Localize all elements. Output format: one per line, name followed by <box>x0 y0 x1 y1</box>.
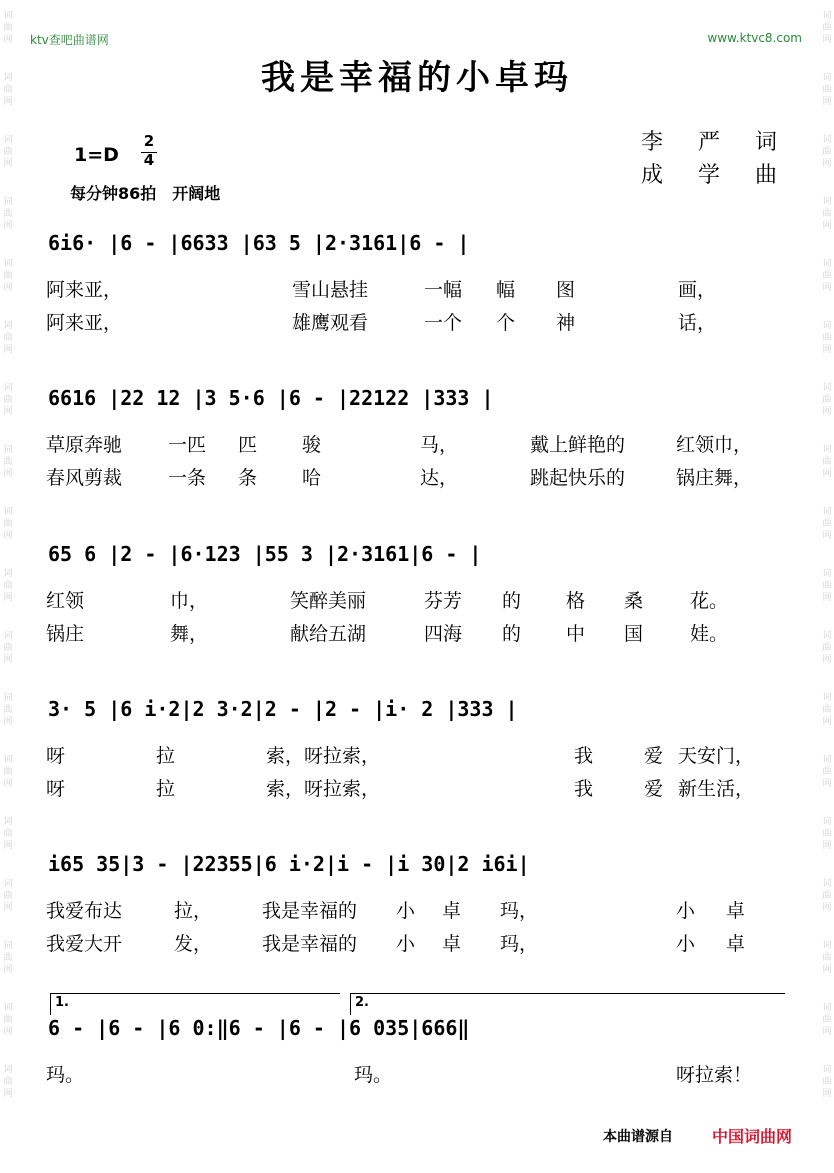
volta-2-number: 2. <box>355 995 369 1010</box>
side-watermark-text: 词曲网 <box>3 879 13 913</box>
side-watermark-text: 词曲网 <box>822 321 832 355</box>
lyric-word: 图 <box>556 279 576 301</box>
lyric-word: 拉 <box>156 778 176 800</box>
lyric-word: 玛。 <box>46 1064 85 1086</box>
time-numerator: 2 <box>143 132 155 150</box>
side-watermark-text: 词曲网 <box>822 11 832 45</box>
lyric-word: 我 <box>574 778 594 800</box>
side-watermark-text: 词曲网 <box>3 135 13 169</box>
side-watermark-text: 词曲网 <box>3 569 13 603</box>
notation-row-4: 3· 5 |6 i·2|2 3·2|2 - |2 - |i· 2 |333 | <box>48 697 518 721</box>
lyric-word: 玛。 <box>354 1064 393 1086</box>
lyric-word: 一条 <box>168 467 207 489</box>
time-denominator: 4 <box>143 151 155 169</box>
side-watermark-text: 词曲网 <box>3 73 13 107</box>
notation-row-5: i65 35|3 - |22355|6 i·2|i - |i 30|2 i6i| <box>48 852 530 876</box>
lyric-word: 索，呀拉索， <box>266 745 381 767</box>
lyric-word: 呀拉索！ <box>676 1064 753 1086</box>
notation-row-2: 6616 |22 12 |3 5·6 |6 - |22122 |333 | <box>48 386 494 410</box>
time-signature-rule <box>141 152 157 153</box>
side-watermark-text: 词曲网 <box>822 259 832 293</box>
side-watermark-text: 词曲网 <box>822 507 832 541</box>
volta-1-line <box>50 993 340 994</box>
lyric-word: 芬芳 <box>424 590 463 612</box>
lyric-word: 拉， <box>174 900 213 922</box>
lyric-word: 小 <box>676 933 696 955</box>
lyric-word: 锅庄 <box>46 623 85 645</box>
side-watermark-text: 词曲网 <box>822 1065 832 1099</box>
side-watermark-text: 词曲网 <box>3 817 13 851</box>
lyric-word: 红领 <box>46 590 85 612</box>
lyric-word: 索，呀拉索， <box>266 778 381 800</box>
lyric-word: 笑醉美丽 <box>290 590 367 612</box>
lyric-word: 爱 <box>644 778 664 800</box>
side-watermark-text: 词曲网 <box>822 383 832 417</box>
lyric-word: 我是幸福的 <box>262 900 358 922</box>
side-watermark-text: 词曲网 <box>822 197 832 231</box>
lyric-word: 桑 <box>624 590 644 612</box>
lyric-word: 跳起快乐的 <box>530 467 626 489</box>
lyricist-credit: 李 严 词 <box>641 130 791 155</box>
source-label: 本曲谱源自 <box>603 1129 673 1145</box>
side-watermark-text: 词曲网 <box>3 11 13 45</box>
side-watermark-text: 词曲网 <box>3 383 13 417</box>
side-watermark-text: 词曲网 <box>3 321 13 355</box>
lyric-word: 条 <box>238 467 258 489</box>
lyric-word: 哈 <box>302 467 322 489</box>
lyric-word: 我 <box>574 745 594 767</box>
right-watermark-strip <box>820 0 834 1173</box>
source-site-link[interactable]: 中国词曲网 <box>712 1127 793 1146</box>
lyric-word: 花。 <box>690 590 729 612</box>
lyric-word: 阿来亚， <box>46 279 123 301</box>
lyric-word: 娃。 <box>690 623 729 645</box>
lyric-word: 小 <box>676 900 696 922</box>
volta-1-side <box>50 993 51 1015</box>
lyric-word: 雪山悬挂 <box>292 279 369 301</box>
lyric-word: 的 <box>502 590 522 612</box>
lyric-word: 春风剪裁 <box>46 467 123 489</box>
side-watermark-text: 词曲网 <box>822 569 832 603</box>
side-watermark-text: 词曲网 <box>822 693 832 727</box>
side-watermark-text: 词曲网 <box>822 135 832 169</box>
lyric-word: 卓 <box>726 933 746 955</box>
notation-row-1: 6i6· |6 - |6633 |63 5 |2·3161|6 - | <box>48 231 470 255</box>
lyric-word: 一个 <box>424 312 463 334</box>
lyric-word: 阿来亚， <box>46 312 123 334</box>
lyric-word: 草原奔驰 <box>46 434 123 456</box>
side-watermark-text: 词曲网 <box>3 693 13 727</box>
lyric-word: 幅 <box>496 279 516 301</box>
side-watermark-text: 词曲网 <box>822 445 832 479</box>
lyric-word: 马， <box>420 434 459 456</box>
watermark-left: ktv查吧曲谱网 <box>30 33 109 47</box>
lyric-word: 我爱布达 <box>46 900 123 922</box>
side-watermark-text: 词曲网 <box>3 631 13 665</box>
notation-row-6: 6 - |6 - |6 0:‖6 - |6 - |6 035|666‖ <box>48 1016 470 1040</box>
lyric-word: 我爱大开 <box>46 933 123 955</box>
left-watermark-strip <box>0 0 14 1173</box>
lyric-word: 格 <box>566 590 586 612</box>
lyric-word: 献给五湖 <box>290 623 367 645</box>
side-watermark-text: 词曲网 <box>3 1003 13 1037</box>
lyric-word: 一匹 <box>168 434 207 456</box>
lyric-word: 呀 <box>46 745 66 767</box>
lyric-word: 天安门， <box>678 745 755 767</box>
lyric-word: 戴上鲜艳的 <box>530 434 626 456</box>
lyric-word: 呀 <box>46 778 66 800</box>
lyric-word: 红领巾， <box>676 434 753 456</box>
lyric-word: 卓 <box>726 900 746 922</box>
volta-1-number: 1. <box>55 995 69 1010</box>
side-watermark-text: 词曲网 <box>822 1003 832 1037</box>
side-watermark-text: 词曲网 <box>822 631 832 665</box>
lyric-word: 神 <box>556 312 576 334</box>
volta-2-side <box>350 993 351 1015</box>
lyric-word: 拉 <box>156 745 176 767</box>
lyric-word: 的 <box>502 623 522 645</box>
lyric-word: 我是幸福的 <box>262 933 358 955</box>
lyric-word: 锅庄舞， <box>676 467 753 489</box>
side-watermark-text: 词曲网 <box>3 445 13 479</box>
lyric-word: 话， <box>678 312 717 334</box>
side-watermark-text: 词曲网 <box>3 1065 13 1099</box>
side-watermark-text: 词曲网 <box>822 755 832 789</box>
lyric-word: 中 <box>566 623 586 645</box>
side-watermark-text: 词曲网 <box>3 755 13 789</box>
side-watermark-text: 词曲网 <box>3 507 13 541</box>
lyric-word: 雄鹰观看 <box>292 312 369 334</box>
lyric-word: 骏 <box>302 434 322 456</box>
time-signature <box>141 132 157 170</box>
side-watermark-text: 词曲网 <box>822 73 832 107</box>
key-signature: 1=D <box>74 144 119 166</box>
side-watermark-text: 词曲网 <box>822 879 832 913</box>
lyric-word: 四海 <box>424 623 463 645</box>
lyric-word: 爱 <box>644 745 664 767</box>
side-watermark-text: 词曲网 <box>3 941 13 975</box>
lyric-word: 画， <box>678 279 717 301</box>
lyric-word: 卓 <box>442 933 462 955</box>
side-watermark-text: 词曲网 <box>822 817 832 851</box>
lyric-word: 巾， <box>170 590 209 612</box>
lyric-word: 玛， <box>500 900 539 922</box>
tempo-marking: 每分钟86拍 开阔地 <box>70 184 221 203</box>
song-title: 我是幸福的小卓玛 <box>261 58 573 98</box>
composer-credit: 成 学 曲 <box>641 163 791 188</box>
volta-2-line <box>350 993 785 994</box>
lyric-word: 国 <box>624 623 644 645</box>
side-watermark-text: 词曲网 <box>3 259 13 293</box>
lyric-word: 一幅 <box>424 279 463 301</box>
lyric-word: 玛， <box>500 933 539 955</box>
side-watermark-text: 词曲网 <box>822 941 832 975</box>
lyric-word: 卓 <box>442 900 462 922</box>
lyric-word: 匹 <box>238 434 258 456</box>
side-watermark-text: 词曲网 <box>3 197 13 231</box>
lyric-word: 新生活， <box>678 778 755 800</box>
notation-row-3: 65 6 |2 - |6·123 |55 3 |2·3161|6 - | <box>48 542 482 566</box>
lyric-word: 达， <box>420 467 459 489</box>
lyric-word: 小 <box>396 900 416 922</box>
lyric-word: 舞， <box>170 623 209 645</box>
lyric-word: 发， <box>174 933 213 955</box>
lyric-word: 小 <box>396 933 416 955</box>
lyric-word: 个 <box>496 312 516 334</box>
watermark-right: www.ktvc8.com <box>707 31 802 45</box>
